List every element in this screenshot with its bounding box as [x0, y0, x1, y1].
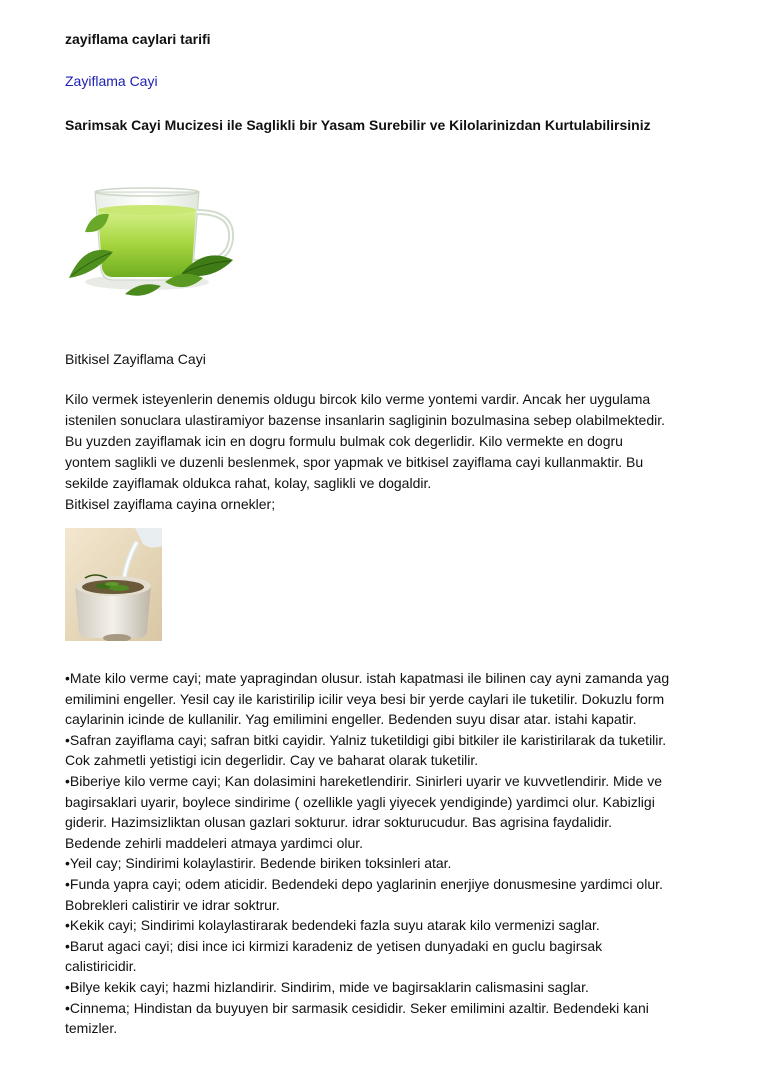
list-item: •Cinnema; Hindistan da buyuyen bir sarmasik cesididir. Seker emilimini azaltir. Bedendeki kani: [65, 999, 649, 1016]
intro-paragraph: [65, 389, 745, 515]
list-item: caylarinin icinde de kullanilir. Yag emilimini engeller. Bedenden suyu disar atar. istahi kapatir.: [65, 711, 637, 728]
section-heading: Bitkisel Zayiflama Cayi: [65, 351, 206, 367]
list-item: bagirsaklari uyarir, boylece sindirime ( ozellikle yagli yiyecek yendiginde) yardimci olur. Kabizligi: [65, 793, 655, 810]
article-subtitle: Sarimsak Cayi Mucizesi ile Saglikli bir Yasam Surebilir ve Kilolarinizdan Kurtulabilirsiniz: [65, 117, 651, 133]
intro-line: Kilo vermek isteyenlerin denemis oldugu bircok kilo verme yontemi vardir. Ancak her uygulama: [65, 391, 651, 407]
list-item: Bedende zehirli maddeleri atmaya yardimci olur.: [65, 834, 364, 851]
intro-line: sekilde zayiflamak oldukca rahat, kolay, saglikli ve dogaldir.: [65, 475, 432, 491]
document-title: zayiflama caylari tarifi: [65, 31, 211, 47]
list-item: Bobrekleri calistirir ve idrar soktrur.: [65, 896, 280, 913]
intro-line: yontem saglikli ve duzenli beslenmek, spor yapmak ve bitkisel zayiflama cayi kullanmaktir. Bu: [65, 454, 644, 470]
intro-line: istenilen sonuclara ulastiramiyor bazense insanlarin sagliginin bozulmasina sebep olabilmektedir.: [65, 412, 665, 428]
list-item: •Yeil cay; Sindirimi kolaylastirir. Bedende biriken toksinleri atar.: [65, 855, 452, 872]
intro-line: Bu yuzden zayiflamak icin en dogru formulu bulmak cok degerlidir. Kilo vermekte en dogru: [65, 433, 623, 449]
green-tea-glass-cup-image: [65, 182, 241, 300]
list-item: •Biberiye kilo verme cayi; Kan dolasimini hareketlendirir. Sinirleri uyarir ve kuvvetlendirir. Mide ve: [65, 772, 663, 789]
list-item: •Kekik cayi; Sindirimi kolaylastirarak bedendeki fazla suyu atarak kilo vermenizi saglar.: [65, 917, 600, 934]
list-item: Cok zahmetli yetistigi icin degerlidir. Cay ve baharat olarak tuketilir.: [65, 752, 479, 769]
zayiflama-cayi-link[interactable]: Zayiflama Cayi: [65, 73, 158, 89]
list-item: •Mate kilo verme cayi; mate yapragindan olusur. istah kapatmasi ile bilinen cay ayni zamanda yag: [65, 670, 670, 686]
list-item: emilimini engeller. Yesil cay ile karistirilip icilir veya besi bir yerde caylari ile tuketilir. Dokuzlu form: [65, 690, 665, 707]
list-item: •Bilye kekik cayi; hazmi hizlandirir. Sindirim, mide ve bagirsaklarin calismasini saglar.: [65, 978, 589, 995]
tea-examples-list: [65, 668, 745, 1039]
list-item: calistiricidir.: [65, 958, 137, 975]
tea-infuser-cup-image: [65, 528, 162, 641]
intro-line: Bitkisel zayiflama cayina ornekler;: [65, 496, 276, 512]
list-item: •Safran zayiflama cayi; safran bitki cayidir. Yalniz tuketildigi gibi bitkiler ile karistirilarak da tuketilir.: [65, 731, 667, 748]
list-item: •Funda yapra cayi; odem aticidir. Bedendeki depo yaglarinin enerjiye donusmesine yardimci olur.: [65, 875, 663, 892]
list-item: •Barut agaci cayi; disi ince ici kirmizi karadeniz de yetisen dunyadaki en guclu bagirsak: [65, 937, 603, 954]
list-item: giderir. Hazimsizliktan olusan gazlari sokturur. idrar sokturucudur. Bas agrisina faydalidir.: [65, 814, 613, 831]
list-item: temizler.: [65, 1020, 118, 1037]
